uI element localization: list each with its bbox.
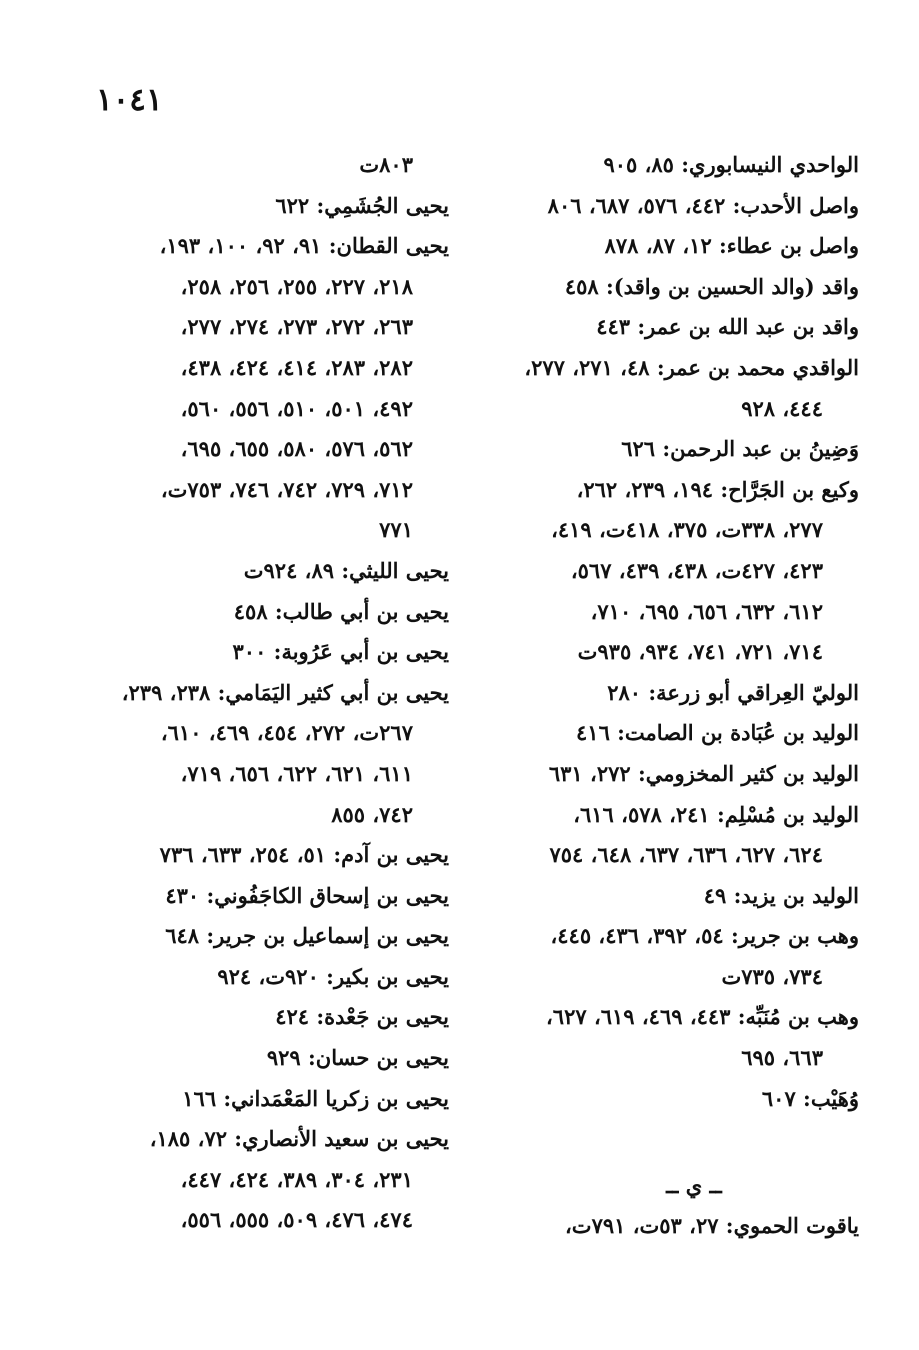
index-entry-continuation: ٦٦٣، ٦٩٥ xyxy=(741,1045,823,1071)
index-entry: يحيى بن بكير: ٩٢٠ت، ٩٢٤ xyxy=(217,963,449,989)
index-entry: الوليد بن كثير المخزومي: ٢٧٢، ٦٣١ xyxy=(548,760,859,786)
index-entry: الوليد بن يزيد: ٤٩ xyxy=(703,882,859,908)
index-entry: الوليد بن مُسْلِم: ٢٤١، ٥٧٨، ٦١٦، xyxy=(573,801,859,827)
index-entry: يحيى الجُشَمِي: ٦٢٢ xyxy=(275,192,449,218)
index-entry: وَضِينُ بن عبد الرحمن: ٦٢٦ xyxy=(621,436,859,462)
index-entry: يحيى بن آدم: ٥١، ٢٥٤، ٦٣٣، ٧٣٦ xyxy=(159,842,449,868)
index-entry: يحيى بن سعيد الأنصاري: ٧٢، ١٨٥، xyxy=(149,1126,449,1152)
index-entry: يحيى بن أبي كثير اليَمَامي: ٢٣٨، ٢٣٩، xyxy=(121,679,449,705)
index-entry: واصل الأحدب: ٤٤٢، ٥٧٦، ٦٨٧، ٨٠٦ xyxy=(547,192,859,218)
index-column-right xyxy=(489,145,859,1247)
index-entry-continuation: ٢٣١، ٣٠٤، ٣٨٩، ٤٢٤، ٤٤٧، xyxy=(180,1166,413,1192)
index-entry-continuation: ٧١٤، ٧٢١، ٧٤١، ٩٣٤، ٩٣٥ت xyxy=(577,639,823,665)
index-entry: ياقوت الحموي: ٢٧، ٥٣ت، ٧٩١ت، xyxy=(565,1213,859,1239)
index-entry: وُهَيْب: ٦٠٧ xyxy=(761,1085,859,1111)
index-entry: الواقدي محمد بن عمر: ٤٨، ٢٧١، ٢٧٧، xyxy=(524,354,859,380)
index-entry: يحيى بن حسان: ٩٢٩ xyxy=(266,1045,449,1071)
index-entry: يحيى بن أبي عَرُوبة: ٣٠٠ xyxy=(232,639,449,665)
index-entry-continuation: ٤٩٢، ٥٠١، ٥١٠، ٥٥٦، ٥٦٠، xyxy=(180,395,413,421)
index-entry-continuation: ٦١٢، ٦٣٢، ٦٥٦، ٦٩٥، ٧١٠، xyxy=(590,598,823,624)
index-entry-continuation: ٧٧١ xyxy=(379,517,413,543)
index-entry-continuation: ٧٤٢، ٨٥٥ xyxy=(331,801,413,827)
index-entry-continuation: ٢١٨، ٢٢٧، ٢٥٥، ٢٥٦، ٢٥٨، xyxy=(180,273,413,299)
index-entry-continuation: ٢٧٧، ٣٣٨ت، ٣٧٥، ٤١٨ت، ٤١٩، xyxy=(551,517,823,543)
index-entry-continuation: ٦١١، ٦٢١، ٦٢٢، ٦٥٦، ٧١٩، xyxy=(180,760,413,786)
index-entry: يحيى بن إسحاق الكاجَفُوني: ٤٣٠ xyxy=(165,882,449,908)
page-number: ١٠٤١ xyxy=(96,82,163,118)
section-heading: ــ ي ــ xyxy=(666,1172,722,1198)
index-entry: الوليد بن عُبَادة بن الصامت: ٤١٦ xyxy=(576,720,859,746)
index-entry: واقد بن عبد الله بن عمر: ٤٤٣ xyxy=(596,314,859,340)
index-entry-continuation: ٨٠٣ت xyxy=(359,152,413,177)
index-entry-continuation: ٧١٢، ٧٢٩، ٧٤٢، ٧٤٦، ٧٥٣ت، xyxy=(160,476,413,502)
index-entry: يحيى الليثي: ٨٩، ٩٢٤ت xyxy=(243,557,449,583)
index-entry-continuation: ٤٤٤، ٩٢٨ xyxy=(741,395,823,421)
index-entry-continuation: ٤٧٤، ٤٧٦، ٥٠٩، ٥٥٥، ٥٥٦، xyxy=(180,1207,413,1233)
index-entry: وهب بن مُنَبِّه: ٤٤٣، ٤٦٩، ٦١٩، ٦٢٧، xyxy=(546,1004,859,1030)
index-entry-continuation: ٦٢٤، ٦٢٧، ٦٣٦، ٦٣٧، ٦٤٨، ٧٥٤ xyxy=(549,842,823,868)
index-entry: يحيى القطان: ٩١، ٩٢، ١٠٠، ١٩٣، xyxy=(159,233,449,259)
index-entry: الوليّ العِراقي أبو زرعة: ٢٨٠ xyxy=(607,679,859,705)
index-entry-continuation: ٢٨٢، ٢٨٣، ٤١٤، ٤٢٤، ٤٣٨، xyxy=(180,354,413,380)
spacer xyxy=(489,1119,859,1160)
index-entry-continuation: ٥٦٢، ٥٧٦، ٥٨٠، ٦٥٥، ٦٩٥، xyxy=(180,436,413,462)
index-entry: وهب بن جرير: ٥٤، ٣٩٢، ٤٣٦، ٤٤٥، xyxy=(550,923,859,949)
index-entry-continuation: ٢٦٣، ٢٧٢، ٢٧٣، ٢٧٤، ٢٧٧، xyxy=(180,314,413,340)
index-column-left xyxy=(87,145,449,1241)
index-entry: واصل بن عطاء: ١٢، ٨٧، ٨٧٨ xyxy=(604,233,859,259)
index-entry: يحيى بن جَعْدة: ٤٢٤ xyxy=(275,1004,449,1030)
index-entry: يحيى بن إسماعيل بن جرير: ٦٤٨ xyxy=(165,923,449,949)
index-entry: الواحدي النيسابوري: ٨٥، ٩٠٥ xyxy=(603,152,859,177)
index-entry: يحيى بن زكريا المَعْمَداني: ١٦٦ xyxy=(182,1085,449,1111)
index-entry: يحيى بن أبي طالب: ٤٥٨ xyxy=(233,598,449,624)
index-entry-continuation: ٧٣٤، ٧٣٥ت xyxy=(721,963,823,989)
index-entry: واقد (والد الحسين بن واقد): ٤٥٨ xyxy=(564,273,859,299)
index-entry-continuation: ٢٦٧ت، ٢٧٢، ٤٥٤، ٤٦٩، ٦١٠، xyxy=(160,720,413,746)
index-entry: وكيع بن الجَرَّاح: ١٩٤، ٢٣٩، ٢٦٢، xyxy=(576,476,859,502)
index-entry-continuation: ٤٢٣، ٤٢٧ت، ٤٣٨، ٤٣٩، ٥٦٧، xyxy=(570,557,823,583)
